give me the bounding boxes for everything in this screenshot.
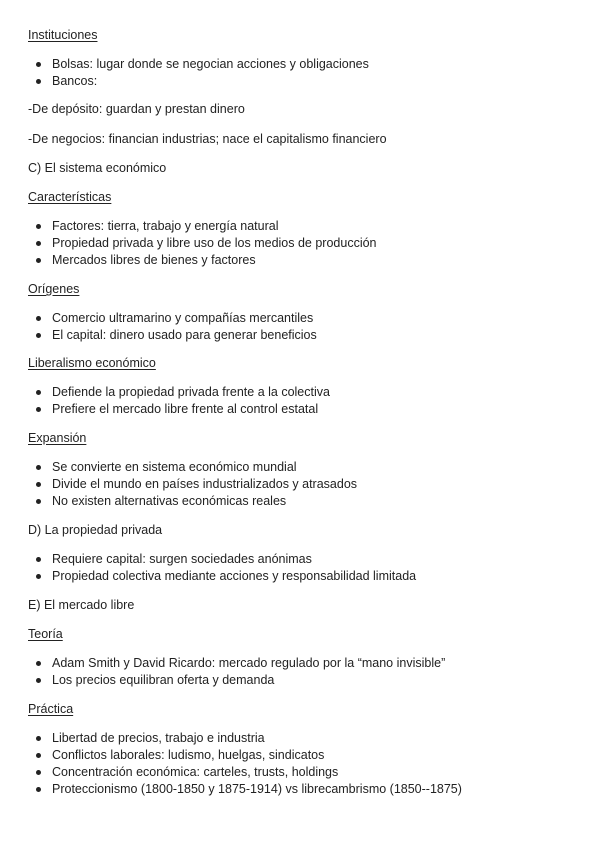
list-item: Bancos: — [52, 74, 98, 88]
list-item: Defiende la propiedad privada frente a la colectiva — [52, 385, 330, 399]
section-title: C) El sistema económico — [28, 161, 167, 175]
list-item: No existen alternativas económicas reales — [52, 494, 287, 508]
heading-instituciones: Instituciones — [28, 28, 98, 42]
list-item: Adam Smith y David Ricardo: mercado regulado por la “mano invisible” — [52, 656, 446, 670]
heading-caracteristicas: Características — [28, 190, 112, 204]
list-item: Libertad de precios, trabajo e industria — [52, 731, 265, 745]
list-item: Mercados libres de bienes y factores — [52, 253, 256, 267]
list-item: Concentración económica: carteles, trusts, holdings — [52, 765, 339, 779]
list-item: Factores: tierra, trabajo y energía natural — [52, 219, 279, 233]
list-item: Comercio ultramarino y compañías mercantiles — [52, 311, 314, 325]
list-item: El capital: dinero usado para generar beneficios — [52, 328, 317, 342]
heading-teoria: Teoría — [28, 627, 63, 641]
heading-origenes: Orígenes — [28, 282, 80, 296]
list-item: Divide el mundo en países industrializados y atrasados — [52, 477, 358, 491]
list-item: Requiere capital: surgen sociedades anónimas — [52, 552, 312, 566]
heading-expansion: Expansión — [28, 431, 87, 445]
list-item: Bolsas: lugar donde se negocian acciones y obligaciones — [52, 57, 369, 71]
list-item: Se convierte en sistema económico mundial — [52, 460, 297, 474]
heading-practica: Práctica — [28, 702, 74, 716]
list-item: Los precios equilibran oferta y demanda — [52, 673, 275, 687]
list-item: Propiedad colectiva mediante acciones y responsabilidad limitada — [52, 569, 417, 583]
section-title: E) El mercado libre — [28, 598, 135, 612]
paragraph: -De depósito: guardan y prestan dinero — [28, 102, 245, 116]
list-item: Propiedad privada y libre uso de los medios de producción — [52, 236, 377, 250]
list-item: Proteccionismo (1800-1850 y 1875-1914) vs librecambrismo (1850--1875) — [52, 782, 462, 796]
list-item: Conflictos laborales: ludismo, huelgas, sindicatos — [52, 748, 325, 762]
section-title: D) La propiedad privada — [28, 523, 163, 537]
list-item: Prefiere el mercado libre frente al control estatal — [52, 402, 319, 416]
heading-liberalismo: Liberalismo económico — [28, 356, 156, 370]
paragraph: -De negocios: financian industrias; nace el capitalismo financiero — [28, 132, 387, 146]
